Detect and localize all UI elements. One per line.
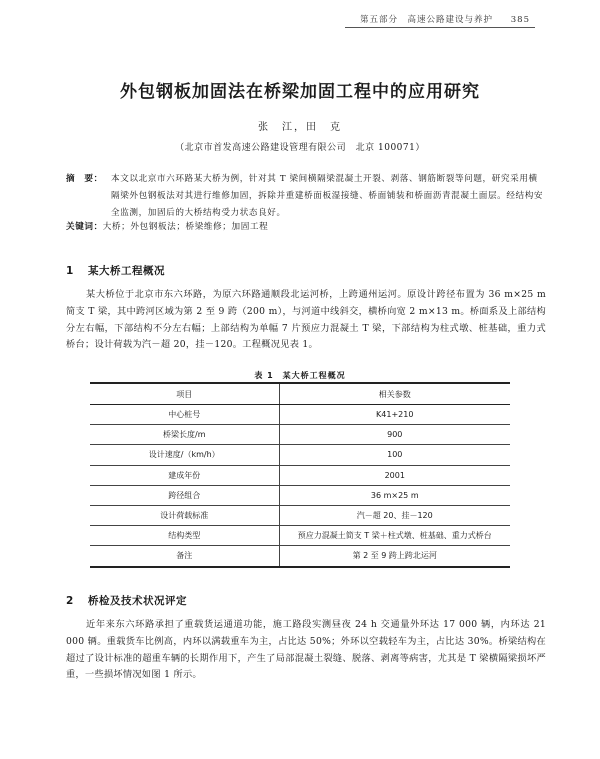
table-cell: 桥梁长度/m <box>90 425 279 445</box>
table-cell: 建成年份 <box>90 465 279 485</box>
table-row <box>90 526 510 546</box>
table-cell: 中心桩号 <box>90 405 279 425</box>
table-row <box>90 445 510 465</box>
table-cell: 第 2 至 9 跨上跨北运河 <box>279 546 510 567</box>
page-number: 385 <box>510 15 530 25</box>
header-rule <box>345 27 535 28</box>
table-cell: 跨径组合 <box>90 485 279 505</box>
authors: 张 江，田 克 <box>258 122 342 133</box>
table-cell: 汽－超 20、挂－120 <box>279 505 510 525</box>
table-cell: K41+210 <box>279 405 510 425</box>
table-header-cell: 相关参数 <box>279 383 510 405</box>
section-1-paragraph: 某大桥位于北京市东六环路，为原六环路通顺段北运河桥，上跨通州运河。原设计跨径布置为 36 m×25 m 简支 T 梁，其中跨河区域为第 2 至 9 跨（200 m），与河道中线斜交，横桥向宽 2 m×13 m。桥面系及上部结构分左右幅，下部结构不分左右幅；上部结构为单幅 7 片预应力混凝土 T 梁，下部结构为柱式墩、桩基础，重力式桥台；设计荷载为汽－超 20，挂－120。工程概况见表 1。 <box>66 289 546 351</box>
section-2-title: 桥检及技术状况评定 <box>88 595 187 607</box>
keywords-text: 大桥；外包钢板法；桥梁维修；加固工程 <box>102 222 269 232</box>
table-cell: 100 <box>279 445 510 465</box>
table-cell: 预应力混凝土简支 T 梁＋柱式墩、桩基础、重力式桥台 <box>279 526 510 546</box>
section-1-title: 某大桥工程概况 <box>88 265 165 277</box>
table-row <box>90 505 510 525</box>
table-row <box>90 546 510 567</box>
section-1-number: 1 <box>66 265 74 277</box>
running-header <box>360 13 530 25</box>
abstract-label: 摘 要： <box>66 174 103 184</box>
table-row <box>90 405 510 425</box>
table-row <box>90 465 510 485</box>
table-cell: 设计荷载标准 <box>90 505 279 525</box>
section-2-heading <box>66 593 187 608</box>
running-header-part: 第五部分 高速公路建设与养护 <box>360 15 494 25</box>
section-2-paragraph: 近年来东六环路承担了重载货运通道功能，施工路段实测昼夜 24 h 交通量外环达 17 000 辆，内环达 21 000 辆。重载货车比例高，内环以满载重车为主，占比达 50%；外环以空载轻车为主，占比达 30%。桥梁结构在超过了设计标准的超重车辆的长期作用下，产生了局部混凝土裂缝、脱落、剥离等病害，尤其是 T 梁横隔梁损坏严重，一些损坏情况如图 1 所示。 <box>66 619 546 681</box>
section-1-heading <box>66 263 165 278</box>
keywords-label: 关键词： <box>66 222 103 232</box>
table-header-row <box>90 383 510 405</box>
section-2-number: 2 <box>66 595 74 607</box>
table-cell: 结构类型 <box>90 526 279 546</box>
project-overview-table <box>90 382 510 568</box>
table-cell: 2001 <box>279 465 510 485</box>
table-row <box>90 485 510 505</box>
table-header-cell: 项目 <box>90 383 279 405</box>
keywords <box>66 220 546 232</box>
table-cell: 900 <box>279 425 510 445</box>
paper-title: 外包钢板加固法在桥梁加固工程中的应用研究 <box>120 82 480 102</box>
table-cell: 设计速度/（km/h） <box>90 445 279 465</box>
affiliation: （北京市首发高速公路建设管理有限公司 北京 100071） <box>175 143 425 153</box>
abstract-text: 本文以北京市六环路某大桥为例，针对其 T 梁间横隔梁混凝土开裂、剥落、钢筋断裂等问题，研究采用横隔梁外包钢板法对其进行维修加固，拆除并重建桥面板湿接缝、桥面铺装和桥面沥青混凝土面层。经结构安全监测，加固后的大桥结构受力状态良好。 <box>111 174 544 219</box>
table-caption: 表 1 某大桥工程概况 <box>254 371 346 380</box>
table-cell: 36 m×25 m <box>279 485 510 505</box>
table-cell: 备注 <box>90 546 279 567</box>
abstract <box>66 171 546 223</box>
table-row <box>90 425 510 445</box>
